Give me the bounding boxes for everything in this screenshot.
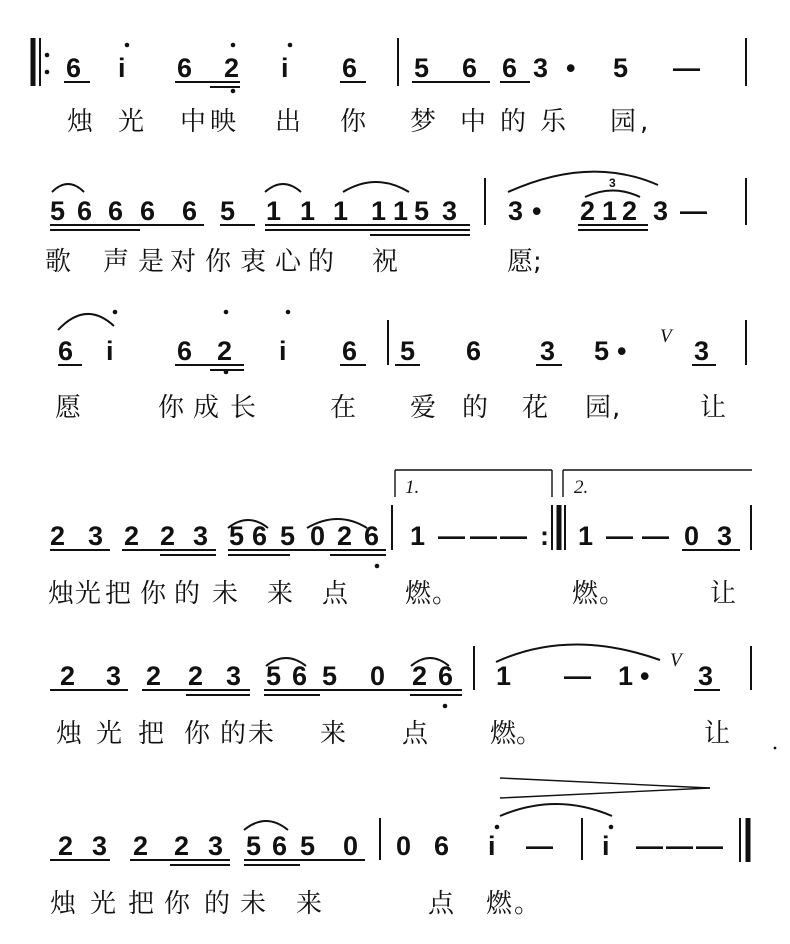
lyric-char: 让	[704, 719, 731, 749]
note: 2	[622, 196, 638, 226]
dash: —	[673, 53, 700, 83]
note: 1	[602, 196, 618, 226]
note: 2	[580, 196, 596, 226]
note: i	[488, 831, 496, 861]
dash: —	[696, 831, 723, 861]
lyrics-line-4	[48, 579, 736, 609]
note: 6	[292, 661, 308, 691]
note: 2	[124, 521, 140, 551]
lyric-char: 的	[462, 393, 489, 423]
dash: —	[470, 521, 497, 551]
lyric-char: 未	[240, 889, 267, 919]
note: 3	[540, 336, 556, 366]
lyric-char: 的	[500, 107, 527, 137]
lyric-char: 中	[180, 107, 207, 137]
lyric-char: 把	[105, 579, 132, 609]
lyric-char: 你	[140, 579, 167, 609]
note: 6	[108, 196, 124, 226]
lyric-char: 烛	[48, 579, 75, 609]
lyric-char: 长	[230, 393, 257, 423]
note: 3	[717, 521, 733, 551]
note: 5	[220, 196, 236, 226]
lyric-char: 来	[296, 889, 323, 919]
note: 6	[177, 53, 193, 83]
lyrics-line-6	[50, 889, 540, 919]
lyric-char: 你	[158, 393, 185, 423]
lyric-char: 园	[585, 393, 612, 423]
note: 3	[653, 196, 669, 226]
breath-mark: V	[670, 650, 682, 671]
triplet-mark: 3	[609, 176, 616, 190]
lyric-char: 爱	[410, 393, 437, 423]
lyric-char: 成	[193, 393, 220, 423]
note: 1	[266, 196, 282, 226]
lyrics-line-3	[55, 393, 726, 423]
note: 5	[246, 831, 262, 861]
lyric-char: 花	[522, 393, 549, 423]
lyric-char: 把	[128, 889, 155, 919]
note: 3	[208, 831, 224, 861]
note: 2	[146, 661, 162, 691]
lyric-char: 园	[610, 107, 637, 137]
lyric-char: 出	[275, 107, 302, 137]
note: 6	[140, 196, 156, 226]
note: 6	[66, 53, 82, 83]
lyric-char: 来	[320, 719, 347, 749]
note: 6	[342, 336, 358, 366]
lyrics-line-1	[67, 107, 648, 137]
note: 2	[337, 521, 353, 551]
note: 2	[133, 831, 149, 861]
note: 1	[618, 661, 634, 691]
dash: —	[666, 831, 693, 861]
note: 5	[322, 661, 338, 691]
dot: •	[532, 196, 542, 226]
lyric-char: 燃	[490, 719, 517, 749]
lyric-char: 光	[75, 579, 102, 609]
lyric-char: 中	[460, 107, 487, 137]
note: 0	[684, 521, 700, 551]
notation-line-2	[50, 176, 707, 226]
note: i	[281, 53, 289, 83]
dash: —	[438, 521, 465, 551]
note: 1	[333, 196, 349, 226]
note: i	[106, 336, 114, 366]
dot: •	[640, 661, 650, 691]
notation-line-6	[58, 831, 723, 861]
lyric-char: 你	[184, 719, 211, 749]
lyric-char: 的	[174, 579, 201, 609]
dash: —	[680, 196, 707, 226]
dash: —	[642, 521, 669, 551]
volta-1-label: 1.	[405, 477, 420, 498]
note: 6	[252, 521, 268, 551]
lyric-char: 心	[275, 247, 302, 277]
lyric-char: 点	[402, 719, 429, 749]
lyric-char: 愿	[507, 247, 534, 277]
lyric-char: 映	[210, 107, 237, 137]
note: 3	[508, 196, 524, 226]
note: 5	[613, 53, 629, 83]
note: 5	[266, 661, 282, 691]
note: 6	[502, 53, 518, 83]
lyric-char: 。	[514, 889, 541, 919]
note: i	[118, 53, 126, 83]
note: 5	[229, 521, 245, 551]
note: 0	[370, 661, 386, 691]
repeat-end-dots: :	[540, 521, 549, 551]
lyric-char: 烛	[67, 107, 94, 137]
note: 1	[393, 196, 409, 226]
note: i	[279, 336, 287, 366]
note: 3	[106, 661, 122, 691]
note: 6	[272, 831, 288, 861]
lyric-char: 你	[164, 889, 191, 919]
lyric-char: 未	[212, 579, 239, 609]
lyric-char: 对	[170, 247, 197, 277]
lyric-char: 让	[710, 579, 737, 609]
lyric-char: 梦	[410, 107, 437, 137]
dash: —	[636, 831, 663, 861]
lyric-char: 的	[308, 247, 335, 277]
breath-mark: V	[660, 326, 672, 347]
note: 5	[300, 831, 316, 861]
note: 3	[92, 831, 108, 861]
lyric-char: 声	[103, 247, 130, 277]
lyric-char: ;	[533, 247, 542, 277]
note: 2	[60, 661, 76, 691]
lyric-char: 把	[138, 719, 165, 749]
dash: —	[526, 831, 553, 861]
note: 2	[188, 661, 204, 691]
note: 0	[343, 831, 359, 861]
note: 6	[364, 521, 380, 551]
dot: •	[617, 336, 627, 366]
note: 6	[438, 661, 454, 691]
lyric-char: 未	[248, 719, 275, 749]
lyric-char: 烛	[56, 719, 83, 749]
lyric-char: 衷	[240, 247, 267, 277]
note: 6	[77, 196, 93, 226]
note: 3	[226, 661, 242, 691]
note: i	[602, 831, 610, 861]
notation-line-1	[66, 53, 700, 83]
lyric-char: 你	[340, 107, 367, 137]
lyric-char: 你	[205, 247, 232, 277]
dot: •	[566, 53, 576, 83]
note: 1	[410, 521, 426, 551]
note: 2	[174, 831, 190, 861]
lyric-char: 燃	[572, 579, 599, 609]
note: 6	[462, 53, 478, 83]
note: 3	[694, 336, 710, 366]
lyric-char: 燃	[486, 889, 513, 919]
lyric-char: 愿	[55, 393, 82, 423]
lyric-char: 。	[432, 579, 459, 609]
lyric-char: ,	[612, 393, 621, 423]
note: 3	[193, 521, 209, 551]
lyric-char: ,	[640, 107, 649, 137]
lyric-char: 光	[90, 889, 117, 919]
note: 5	[280, 521, 296, 551]
note: 6	[177, 336, 193, 366]
lyric-char: 在	[330, 393, 357, 423]
lyric-char: 的	[204, 889, 231, 919]
note: 3	[442, 196, 458, 226]
note: 6	[434, 831, 450, 861]
note: 2	[412, 661, 428, 691]
lyric-char: 乐	[540, 107, 567, 137]
lyric-char: 的	[220, 719, 247, 749]
note: 5	[414, 196, 430, 226]
lyrics-line-2	[45, 247, 542, 277]
note: 2	[217, 336, 233, 366]
note: 5	[414, 53, 430, 83]
note: 2	[58, 831, 74, 861]
note: 0	[396, 831, 412, 861]
dash: —	[606, 521, 633, 551]
volta-2-label: 2.	[574, 477, 589, 498]
note: 2	[224, 53, 240, 83]
lyric-char: 让	[700, 393, 727, 423]
lyric-char: 祝	[372, 247, 399, 277]
note: 1	[300, 196, 316, 226]
note: 3	[533, 53, 549, 83]
note: 3	[88, 521, 104, 551]
note: 1	[371, 196, 387, 226]
lyric-char: 烛	[50, 889, 77, 919]
lyric-char: 。	[599, 579, 626, 609]
note: 6	[342, 53, 358, 83]
lyric-char: 来	[267, 579, 294, 609]
note: 1	[496, 661, 512, 691]
lyric-char: 是	[138, 247, 165, 277]
lyric-char: 歌	[45, 247, 72, 277]
note: 1	[578, 521, 594, 551]
dash: —	[500, 521, 527, 551]
note: 2	[160, 521, 176, 551]
note: 5	[594, 336, 610, 366]
note: 6	[466, 336, 482, 366]
note: 6	[182, 196, 198, 226]
lyrics-line-5	[56, 719, 730, 749]
note: 3	[698, 661, 714, 691]
note: 5	[50, 196, 66, 226]
lyric-char: 光	[96, 719, 123, 749]
note: 6	[58, 336, 74, 366]
lyric-char: 。	[516, 719, 543, 749]
notation-line-5	[60, 650, 713, 691]
dash: —	[564, 661, 591, 691]
note: 5	[400, 336, 416, 366]
lyric-char: 点	[428, 889, 455, 919]
notation-line-3	[58, 326, 709, 366]
lyric-char: 点	[322, 579, 349, 609]
lyric-char: 光	[118, 107, 145, 137]
note: 2	[50, 521, 66, 551]
note: 0	[310, 521, 326, 551]
lyric-char: 燃	[405, 579, 432, 609]
